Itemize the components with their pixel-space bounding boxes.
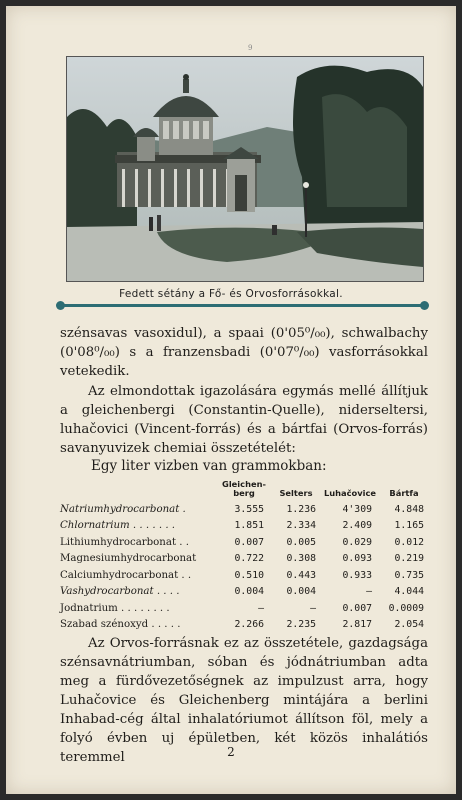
header-selters: Selters — [279, 488, 313, 498]
cell-value: 0.933 — [342, 569, 372, 581]
cell-value: 0.722 — [234, 553, 264, 565]
cell-value: 1.236 — [286, 503, 316, 515]
row-label: Natriumhydrocarbonat . — [60, 503, 186, 515]
cell-value: — — [310, 602, 316, 614]
ornament-dot-right — [420, 301, 429, 310]
row-label: Jodnatrium . . . . . . . . — [60, 602, 170, 614]
cell-value: 0.308 — [286, 553, 316, 565]
header-luhacovice: Luhačovice — [323, 488, 377, 498]
cell-value: 0.004 — [286, 586, 316, 598]
paragraph-comparison: Az elmondottak igazolására egymás mellé állítjuk a gleichenbergi (Constantin-Quelle), niderseltersi, luhačovici (Vincent-forrás) és a bártfai (Orvos-forrás) savanyuvizek chemiai összetételét: — [60, 384, 428, 456]
cell-value: 0.007 — [342, 602, 372, 614]
cell-value: 0.005 — [286, 536, 316, 548]
cell-value: 0.735 — [394, 569, 424, 581]
cell-value: 0.004 — [234, 586, 264, 598]
table-row — [60, 551, 430, 568]
table-row — [60, 518, 430, 535]
cell-value: 0.0009 — [388, 602, 424, 614]
decorative-rule — [60, 304, 426, 307]
row-label: Chlornatrium . . . . . . . — [60, 520, 176, 532]
row-label: Lithiumhydrocarbonat . . — [60, 536, 189, 548]
cell-value: 3.555 — [234, 503, 264, 515]
row-label: Szabad szénoxyd . . . . . — [60, 619, 181, 631]
table-row — [60, 501, 430, 518]
cell-value: 2.235 — [286, 619, 316, 631]
cell-value: 2.334 — [286, 520, 316, 532]
cell-value: 4.044 — [394, 586, 424, 598]
page-mark: 9 — [248, 44, 253, 52]
cell-value: 4.848 — [394, 503, 424, 515]
chemical-composition-table — [60, 480, 430, 633]
page-number: 2 — [227, 745, 235, 759]
row-label: Vashydrocarbonat . . . . — [60, 586, 180, 598]
cell-value: 0.093 — [342, 553, 372, 565]
cell-value: 0.219 — [394, 553, 424, 565]
spa-photo — [66, 56, 424, 282]
row-label: Magnesiumhydrocarbonat — [60, 553, 197, 565]
cell-value: 1.851 — [234, 520, 264, 532]
cell-value: 2.817 — [342, 619, 372, 631]
cell-value: 0.029 — [342, 536, 372, 548]
photo-caption: Fedett sétány a Fő- és Orvosforrásokkal. — [119, 288, 343, 300]
cell-value: 0.510 — [234, 569, 264, 581]
cell-value: 4'309 — [342, 503, 372, 515]
cell-value: — — [366, 586, 372, 598]
cell-value: 0.007 — [234, 536, 264, 548]
cell-value: 2.054 — [394, 619, 424, 631]
table-row — [60, 584, 430, 601]
cell-value: 2.266 — [234, 619, 264, 631]
cell-value: — — [258, 602, 264, 614]
table-row — [60, 534, 430, 551]
cell-value: 0.012 — [394, 536, 424, 548]
header-gleichenberg: Gleichen-berg — [222, 479, 266, 498]
cell-value: 2.409 — [342, 520, 372, 532]
document-page — [6, 6, 456, 794]
paragraph-inhalatorium: Az Orvos-forrásnak ez az összetétele, gazdagsága szénsavnátriumban, sóban és jódnátriumban adta meg a fürdővezetőségnek az impulzust arra, hogy Luhačovice és Gleichenberg mintájára a berlini Inhabad-cég által inhalatóriumot állítson föl, mely a folyó évben uj épületben, két közös inhalátiós teremmel — [60, 636, 428, 765]
cell-value: 1.165 — [394, 520, 424, 532]
table-row — [60, 600, 430, 617]
table-row — [60, 567, 430, 584]
cell-value: 0.443 — [286, 569, 316, 581]
row-label: Calciumhydrocarbonat . . — [60, 569, 192, 581]
table-row — [60, 617, 430, 634]
header-blank — [60, 480, 218, 501]
spa-pavilion-illustration — [67, 57, 423, 281]
header-bartfa: Bártfa — [389, 488, 419, 498]
paragraph-iron-springs: szénsavas vasoxidul), a spaai (0'05⁰/₀₀), schwalbachy (0'08⁰/₀₀) s a franzensbadi (0'07⁰/₀₀) vasforrásokkal vetekedik. — [60, 326, 428, 379]
table-intro: Egy liter vizben van grammokban: — [91, 458, 327, 474]
table-header-row — [60, 480, 430, 501]
